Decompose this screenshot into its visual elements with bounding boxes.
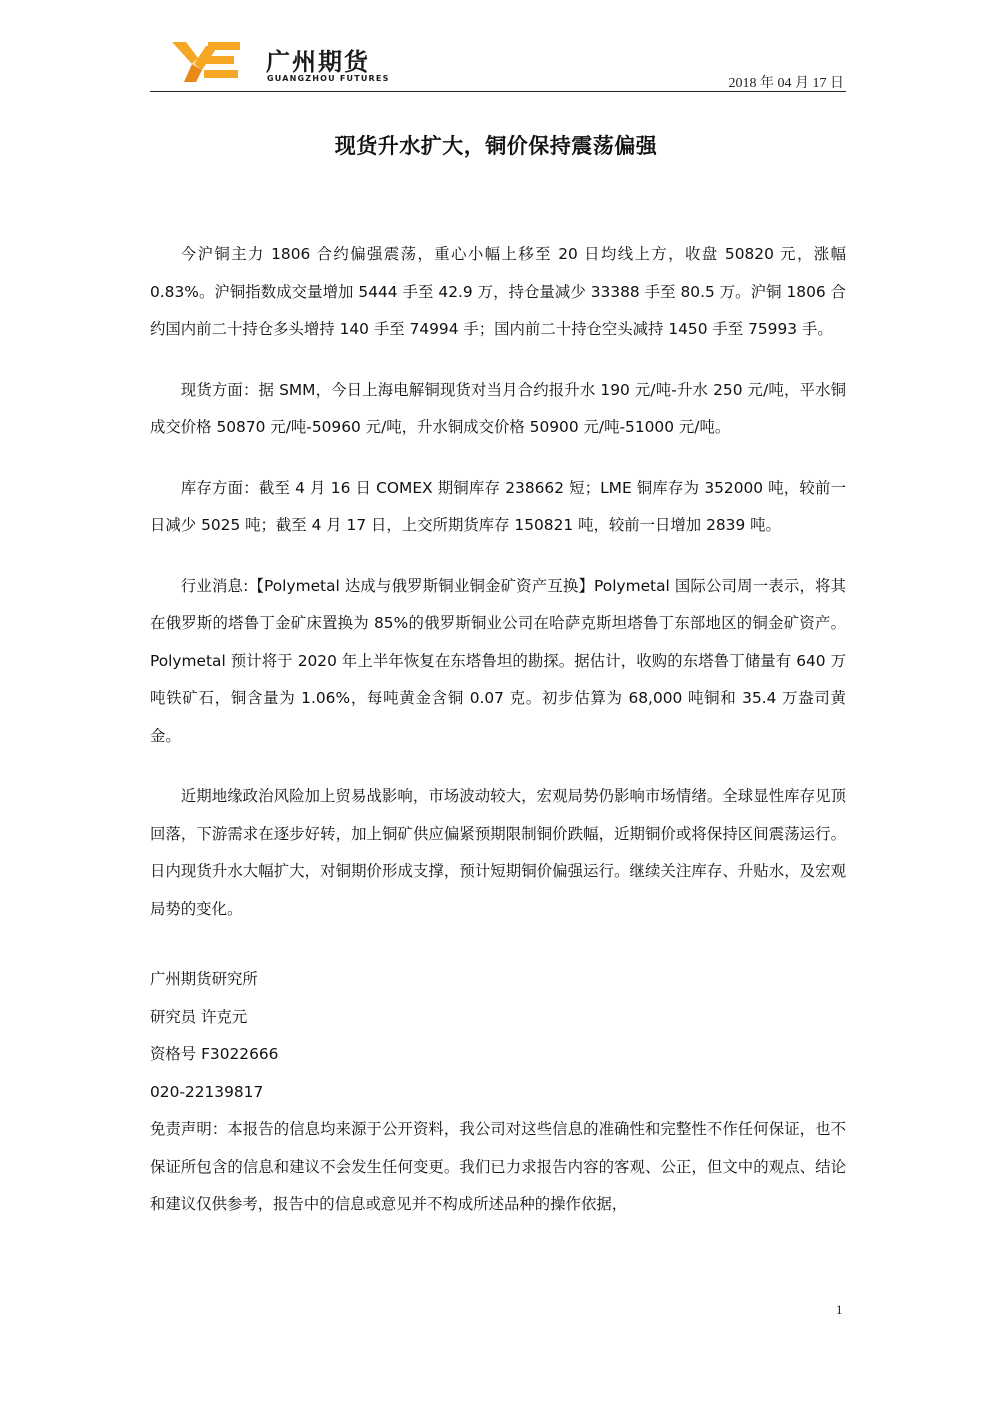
paragraph-inventory: 库存方面：截至 4 月 16 日 COMEX 期铜库存 238662 短；LME 铜库存为 352000 吨，较前一日减少 5025 吨；截至 4 月 17 日，上交所期货库存 150821 吨，较前一日增加 2839 吨。 [150,478,846,534]
brand-name-cn: 广州期货 [266,48,370,76]
company-logo [172,38,390,86]
disclaimer-text: 免责声明：本报告的信息均来源于公开资料，我公司对这些信息的准确性和完整性不作任何保证，也不保证所包含的信息和建议不会发生任何变更。我们已力求报告内容的客观、公正，但文中的观点、结论和建议仅供参考，报告中的信息或意见并不构成所述品种的操作依据， [150,1120,846,1213]
report-date: 2018 年 04 月 17 日 [728,76,844,91]
page-number: 1 [836,1302,843,1317]
report-title: 现货升水扩大，铜价保持震荡偏强 [334,134,658,158]
signature-researcher: 研究员 许克元 [150,1007,248,1026]
paragraph-industry-news: 行业消息:【Polymetal 达成与俄罗斯铜业铜金矿资产互换】Polymetal 国际公司周一表示，将其在俄罗斯的塔鲁丁金矿床置换为 85%的俄罗斯铜业公司在哈萨克斯坦塔鲁丁东部地区的铜金矿资产。Polymetal 预计将于 2020 年上半年恢复在东塔鲁坦的勘探。据估计，收购的东塔鲁丁储量有 640 万吨铁矿石，铜含量为 1.06%，每吨黄金含铜 0.07 克。初步估算为 68,000 吨铜和 35.4 万盎司黄金。 [150,576,846,745]
signature-institute: 广州期货研究所 [150,970,258,988]
signature-phone: 020-22139817 [150,1082,264,1101]
paragraph-outlook: 近期地缘政治风险加上贸易战影响，市场波动较大，宏观局势仍影响市场情绪。全球显性库存见顶回落，下游需求在逐步好转，加上铜矿供应偏紧预期限制铜价跌幅，近期铜价或将保持区间震荡运行。日内现货升水大幅扩大，对铜期价形成支撑，预计短期铜价偏强运行。继续关注库存、升贴水，及宏观局势的变化。 [150,787,846,918]
report-body [150,236,846,1224]
paragraph-spot: 现货方面：据 SMM，今日上海电解铜现货对当月合约报升水 190 元/吨-升水 250 元/吨，平水铜成交价格 50870 元/吨-50960 元/吨，升水铜成交价格 50900 元/吨-51000 元/吨。 [150,380,846,436]
signature-block [150,961,846,1111]
brand-name-en: GUANGZHOU FUTURES [267,74,390,83]
logo-mark-icon [172,38,242,82]
page-header [150,34,846,94]
signature-license: 资格号 F3022666 [150,1045,279,1063]
header-divider [150,91,846,92]
paragraph-market: 今沪铜主力 1806 合约偏强震荡，重心小幅上移至 20 日均线上方，收盘 50820 元，涨幅 0.83%。沪铜指数成交量增加 5444 手至 42.9 万，持仓量减少 33388 手至 80.5 万。沪铜 1806 合约国内前二十持仓多头增持 140 手至 74994 手；国内前二十持仓空头减持 1450 手至 75993 手。 [150,245,846,338]
